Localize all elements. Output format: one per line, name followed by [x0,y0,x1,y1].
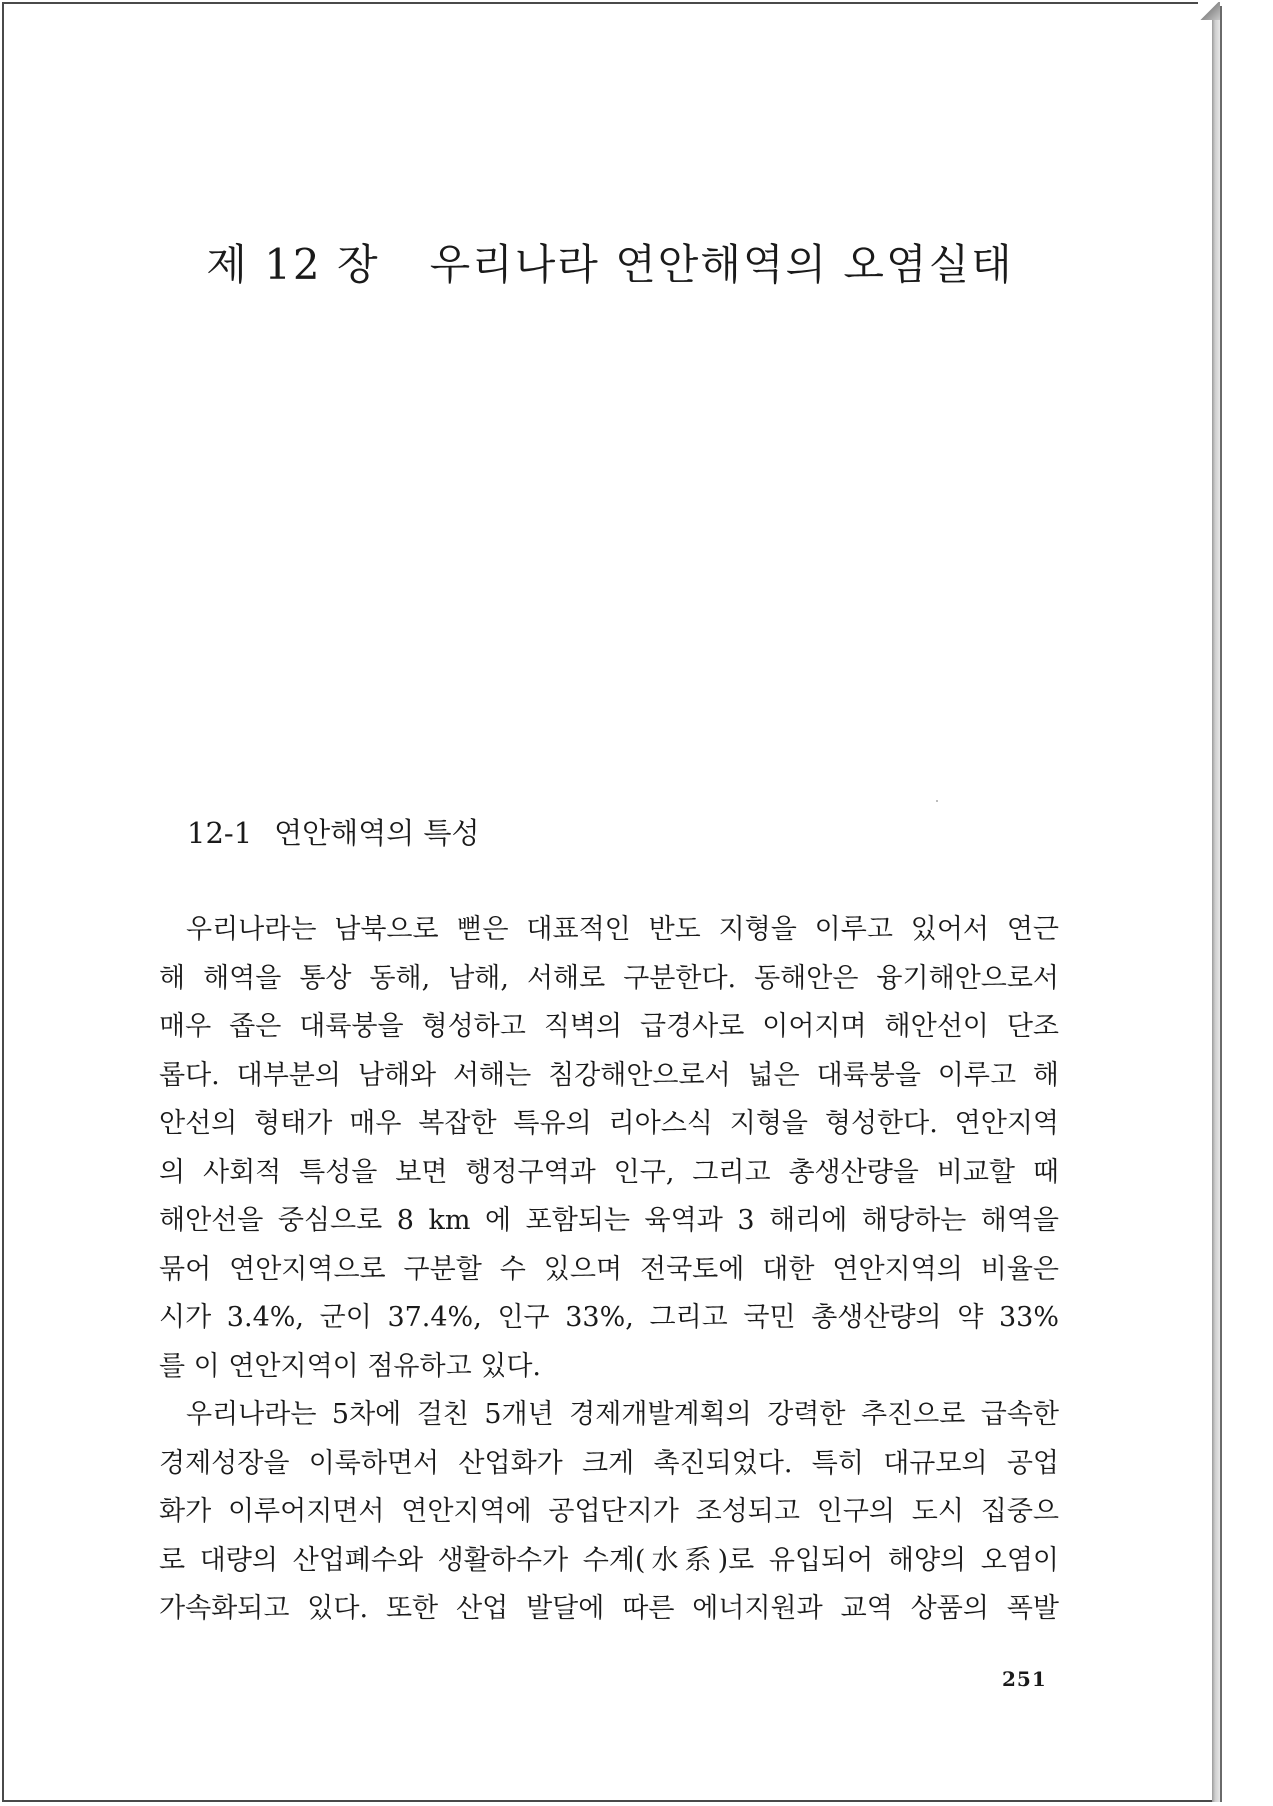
body-line: 경제성장을 이룩하면서 산업화가 크게 촉진되었다. 특히 대규모의 공업 [159,1447,1059,1479]
body-line: 가속화되고 있다. 또한 산업 발달에 따른 에너지원과 교역 상품의 폭발 [159,1593,1059,1624]
body-text [159,906,1059,1634]
body-line: 우리나라는 남북으로 뻗은 대표적인 반도 지형을 이루고 있어서 연근 [186,914,1059,945]
page-number: 251 [1002,1667,1047,1691]
body-line: 롭다. 대부분의 남해와 서해는 침강해안으로서 넓은 대륙붕을 이루고 해 [159,1059,1059,1091]
chapter-title-text: 우리나라 연안해역의 오염실태 [429,240,1014,289]
page-corner-fold [1198,2,1220,20]
body-line: 화가 이루어지면서 연안지역에 공업단지가 조성되고 인구의 도시 집중으 [159,1496,1059,1527]
body-line: 를 이 연안지역이 점유하고 있다. [159,1350,541,1382]
chapter-number: 제 12 장 [206,240,380,289]
scan-speck [936,800,938,802]
section-number: 12-1 [187,816,253,850]
body-line: 해 해역을 통상 동해, 남해, 서해로 구분한다. 동해안은 융기해안으로서 [159,962,1059,994]
chapter-title [4,232,1216,292]
body-line: 안선의 형태가 매우 복잡한 특유의 리아스식 지형을 형성한다. 연안지역 [159,1108,1059,1139]
section-heading [187,811,479,852]
body-line: 우리나라는 5차에 걸친 5개년 경제개발계획의 강력한 추진으로 급속한 [186,1399,1059,1430]
body-line: 의 사회적 특성을 보면 행정구역과 인구, 그리고 총생산량을 비교할 때 [159,1156,1059,1188]
page-stack-edge [1212,6,1222,1802]
body-line: 해안선을 중심으로 8 km 에 포함되는 육역과 3 해리에 해당하는 해역을 [159,1205,1059,1236]
body-line: 매우 좁은 대륙붕을 형성하고 직벽의 급경사로 이어지며 해안선이 단조 [159,1011,1059,1042]
body-line: 로 대량의 산업폐수와 생활하수가 수계(水系)로 유입되어 해양의 오염이 [159,1544,1059,1576]
section-title: 연안해역의 특성 [274,816,480,850]
body-line: 묶어 연안지역으로 구분할 수 있으며 전국토에 대한 연안지역의 비율은 [159,1253,1059,1285]
body-line: 시가 3.4%, 군이 37.4%, 인구 33%, 그리고 국민 총생산량의 약 33% [159,1302,1059,1333]
book-page [2,2,1214,1802]
